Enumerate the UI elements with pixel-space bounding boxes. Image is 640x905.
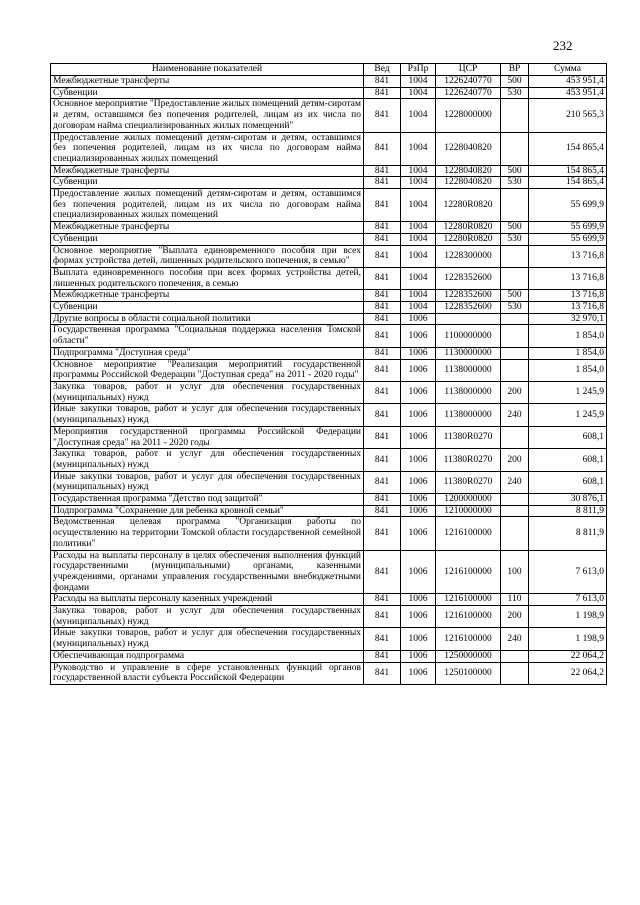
row-ved: 841 <box>364 87 401 99</box>
row-ved: 841 <box>364 471 401 493</box>
row-ved: 841 <box>364 594 401 606</box>
row-vr: 500 <box>501 76 529 88</box>
row-name: Государственная программа "Социальная поддержка населения Томской области" <box>51 325 364 347</box>
row-csr <box>436 313 501 325</box>
row-rzpr: 1004 <box>401 76 436 88</box>
row-rzpr: 1004 <box>401 245 436 267</box>
row-ved: 841 <box>364 99 401 132</box>
row-rzpr: 1004 <box>401 222 436 234</box>
row-rzpr: 1004 <box>401 177 436 189</box>
table-row <box>51 76 607 88</box>
row-ved: 841 <box>364 517 401 550</box>
row-vr <box>501 267 529 289</box>
row-name: Закупка товаров, работ и услуг для обеспечения государственных (муниципальных) нужд <box>51 449 364 471</box>
row-vr: 530 <box>501 177 529 189</box>
row-rzpr: 1004 <box>401 233 436 245</box>
row-sum: 453 951,4 <box>529 87 607 99</box>
table-header-row <box>51 64 607 76</box>
row-name: Субвенции <box>51 233 364 245</box>
row-csr: 1228040820 <box>436 177 501 189</box>
row-ved: 841 <box>364 381 401 403</box>
row-name: Обеспечивающая подпрограмма <box>51 650 364 662</box>
row-rzpr: 1004 <box>401 267 436 289</box>
row-csr: 12280R0820 <box>436 189 501 222</box>
row-name: Государственная программа "Детство под защитой" <box>51 494 364 506</box>
table-row <box>51 471 607 493</box>
row-vr: 200 <box>501 381 529 403</box>
table-row <box>51 359 607 381</box>
row-ved: 841 <box>364 76 401 88</box>
table-row <box>51 165 607 177</box>
row-sum: 13 716,8 <box>529 267 607 289</box>
row-vr: 200 <box>501 449 529 471</box>
row-sum: 1 245,9 <box>529 381 607 403</box>
row-rzpr: 1006 <box>401 426 436 448</box>
row-vr <box>501 650 529 662</box>
row-rzpr: 1006 <box>401 650 436 662</box>
table-row <box>51 449 607 471</box>
table-row <box>51 517 607 550</box>
header-sum: Сумма <box>529 64 607 76</box>
row-vr: 500 <box>501 165 529 177</box>
row-ved: 841 <box>364 404 401 426</box>
row-rzpr: 1006 <box>401 662 436 684</box>
row-name: Подпрограмма "Доступная среда" <box>51 347 364 359</box>
row-name: Другие вопросы в области социальной политики <box>51 313 364 325</box>
row-rzpr: 1006 <box>401 449 436 471</box>
table-row <box>51 550 607 594</box>
row-sum: 32 970,1 <box>529 313 607 325</box>
table-row <box>51 606 607 628</box>
row-ved: 841 <box>364 347 401 359</box>
row-ved: 841 <box>364 177 401 189</box>
row-ved: 841 <box>364 165 401 177</box>
row-sum: 154 865,4 <box>529 165 607 177</box>
row-vr: 100 <box>501 550 529 594</box>
table-row <box>51 494 607 506</box>
row-ved: 841 <box>364 449 401 471</box>
row-sum: 8 811,9 <box>529 505 607 517</box>
row-name: Руководство и управление в сфере установленных функций органов государственной власти субъекта Российской Федерации <box>51 662 364 684</box>
row-ved: 841 <box>364 233 401 245</box>
row-vr <box>501 325 529 347</box>
row-sum: 1 854,0 <box>529 347 607 359</box>
header-ved: Вед <box>364 64 401 76</box>
row-name: Основное мероприятие "Реализация мероприятий государственной программы Российской Федерации "Доступная среда" на 2011 - 2020 годы" <box>51 359 364 381</box>
row-name: Субвенции <box>51 87 364 99</box>
row-csr: 1228040820 <box>436 165 501 177</box>
row-csr: 1138000000 <box>436 381 501 403</box>
row-sum: 13 716,8 <box>529 302 607 314</box>
row-sum: 210 565,3 <box>529 99 607 132</box>
row-ved: 841 <box>364 325 401 347</box>
row-vr: 530 <box>501 87 529 99</box>
row-csr: 1250000000 <box>436 650 501 662</box>
row-vr <box>501 359 529 381</box>
budget-table <box>50 63 607 685</box>
row-csr: 1226240770 <box>436 76 501 88</box>
row-name: Ведомственная целевая программа "Организация работы по осуществлению на территории Томской области государственной семейной политики" <box>51 517 364 550</box>
row-name: Закупка товаров, работ и услуг для обеспечения государственных (муниципальных) нужд <box>51 381 364 403</box>
row-rzpr: 1006 <box>401 550 436 594</box>
row-csr: 1228352600 <box>436 267 501 289</box>
row-csr: 11380R0270 <box>436 449 501 471</box>
table-row <box>51 99 607 132</box>
row-rzpr: 1004 <box>401 302 436 314</box>
row-vr <box>501 99 529 132</box>
row-name: Расходы на выплаты персоналу в целях обеспечения выполнения функций государственными (муниципальными) органами, казенными учреждениями, органами управления государственными внебюджетными фондами <box>51 550 364 594</box>
row-name: Межбюджетные трансферты <box>51 222 364 234</box>
row-sum: 13 716,8 <box>529 245 607 267</box>
row-vr <box>501 505 529 517</box>
table-row <box>51 189 607 222</box>
row-rzpr: 1004 <box>401 99 436 132</box>
row-name: Расходы на выплаты персоналу казенных учреждений <box>51 594 364 606</box>
table-row <box>51 381 607 403</box>
row-sum: 22 064,2 <box>529 650 607 662</box>
row-csr: 1228352600 <box>436 302 501 314</box>
row-vr: 530 <box>501 233 529 245</box>
row-sum: 55 699,9 <box>529 189 607 222</box>
row-csr: 1216100000 <box>436 517 501 550</box>
row-sum: 1 198,9 <box>529 606 607 628</box>
table-row <box>51 87 607 99</box>
row-name: Закупка товаров, работ и услуг для обеспечения государственных (муниципальных) нужд <box>51 606 364 628</box>
row-csr: 1100000000 <box>436 325 501 347</box>
row-csr: 1228040820 <box>436 132 501 165</box>
table-row <box>51 325 607 347</box>
row-ved: 841 <box>364 313 401 325</box>
table-row <box>51 662 607 684</box>
row-sum: 154 865,4 <box>529 177 607 189</box>
row-rzpr: 1006 <box>401 359 436 381</box>
row-vr: 240 <box>501 471 529 493</box>
row-vr: 200 <box>501 606 529 628</box>
row-ved: 841 <box>364 359 401 381</box>
page-number: 232 <box>553 38 573 53</box>
row-name: Межбюджетные трансферты <box>51 165 364 177</box>
table-row <box>51 132 607 165</box>
row-vr: 500 <box>501 290 529 302</box>
table-row <box>51 302 607 314</box>
row-rzpr: 1004 <box>401 132 436 165</box>
row-ved: 841 <box>364 628 401 650</box>
row-csr: 1210000000 <box>436 505 501 517</box>
header-vr: ВР <box>501 64 529 76</box>
row-csr: 1216100000 <box>436 628 501 650</box>
row-name: Выплата единовременного пособия при всех формах устройства детей, лишенных родительского попечения, в семью <box>51 267 364 289</box>
table-row <box>51 222 607 234</box>
table-row <box>51 650 607 662</box>
row-name: Субвенции <box>51 177 364 189</box>
row-sum: 7 613,0 <box>529 594 607 606</box>
row-sum: 13 716,8 <box>529 290 607 302</box>
row-csr: 12280R0820 <box>436 222 501 234</box>
row-csr: 11380R0270 <box>436 426 501 448</box>
row-sum: 608,1 <box>529 449 607 471</box>
row-ved: 841 <box>364 662 401 684</box>
row-rzpr: 1006 <box>401 628 436 650</box>
row-rzpr: 1004 <box>401 189 436 222</box>
row-csr: 1226240770 <box>436 87 501 99</box>
row-sum: 608,1 <box>529 426 607 448</box>
row-csr: 1138000000 <box>436 404 501 426</box>
row-name: Межбюджетные трансферты <box>51 76 364 88</box>
row-name: Иные закупки товаров, работ и услуг для обеспечения государственных (муниципальных) нужд <box>51 404 364 426</box>
row-rzpr: 1006 <box>401 325 436 347</box>
row-sum: 1 245,9 <box>529 404 607 426</box>
header-name: Наименование показателей <box>51 64 364 76</box>
row-sum: 30 876,1 <box>529 494 607 506</box>
row-csr: 1130000000 <box>436 347 501 359</box>
row-name: Субвенции <box>51 302 364 314</box>
row-ved: 841 <box>364 290 401 302</box>
row-csr: 1250100000 <box>436 662 501 684</box>
row-vr <box>501 245 529 267</box>
table-row <box>51 267 607 289</box>
row-name: Предоставление жилых помещений детям-сиротам и детям, оставшимся без попечения родителей, лицам из их числа по договорам найма специализированных жилых помещений <box>51 132 364 165</box>
row-vr <box>501 426 529 448</box>
row-ved: 841 <box>364 505 401 517</box>
row-name: Межбюджетные трансферты <box>51 290 364 302</box>
table-row <box>51 245 607 267</box>
row-sum: 1 854,0 <box>529 359 607 381</box>
row-vr: 110 <box>501 594 529 606</box>
row-ved: 841 <box>364 494 401 506</box>
table-row <box>51 404 607 426</box>
row-sum: 55 699,9 <box>529 222 607 234</box>
row-sum: 7 613,0 <box>529 550 607 594</box>
row-name: Основное мероприятие "Предоставление жилых помещений детям-сиротам и детям, оставшимся без попечения родителей, лицам из их числа по договорам найма специализированных жилых помещений" <box>51 99 364 132</box>
row-vr: 240 <box>501 628 529 650</box>
row-rzpr: 1006 <box>401 471 436 493</box>
row-sum: 1 198,9 <box>529 628 607 650</box>
table-row <box>51 505 607 517</box>
row-rzpr: 1006 <box>401 594 436 606</box>
row-ved: 841 <box>364 550 401 594</box>
row-name: Иные закупки товаров, работ и услуг для обеспечения государственных (муниципальных) нужд <box>51 471 364 493</box>
row-name: Предоставление жилых помещений детям-сиротам и детям, оставшимся без попечения родителей, лицам из их числа по договорам найма специализированных жилых помещений <box>51 189 364 222</box>
row-rzpr: 1004 <box>401 165 436 177</box>
row-rzpr: 1006 <box>401 494 436 506</box>
row-vr <box>501 347 529 359</box>
row-csr: 11380R0270 <box>436 471 501 493</box>
row-name: Иные закупки товаров, работ и услуг для обеспечения государственных (муниципальных) нужд <box>51 628 364 650</box>
row-csr: 1216100000 <box>436 550 501 594</box>
row-rzpr: 1006 <box>401 381 436 403</box>
row-vr: 500 <box>501 222 529 234</box>
header-csr: ЦСР <box>436 64 501 76</box>
row-vr: 240 <box>501 404 529 426</box>
row-ved: 841 <box>364 302 401 314</box>
table-row <box>51 347 607 359</box>
row-vr <box>501 494 529 506</box>
row-ved: 841 <box>364 189 401 222</box>
row-ved: 841 <box>364 650 401 662</box>
row-ved: 841 <box>364 222 401 234</box>
row-csr: 1228300000 <box>436 245 501 267</box>
row-ved: 841 <box>364 132 401 165</box>
row-sum: 154 865,4 <box>529 132 607 165</box>
row-ved: 841 <box>364 245 401 267</box>
row-rzpr: 1006 <box>401 505 436 517</box>
row-rzpr: 1004 <box>401 87 436 99</box>
row-rzpr: 1006 <box>401 517 436 550</box>
row-ved: 841 <box>364 426 401 448</box>
table-row <box>51 628 607 650</box>
row-vr <box>501 517 529 550</box>
row-vr <box>501 189 529 222</box>
row-vr <box>501 132 529 165</box>
row-rzpr: 1004 <box>401 290 436 302</box>
row-csr: 1228000000 <box>436 99 501 132</box>
row-sum: 1 854,0 <box>529 325 607 347</box>
row-csr: 1216100000 <box>436 594 501 606</box>
row-csr: 12280R0820 <box>436 233 501 245</box>
row-sum: 55 699,9 <box>529 233 607 245</box>
table-row <box>51 233 607 245</box>
row-csr: 1200000000 <box>436 494 501 506</box>
row-rzpr: 1006 <box>401 606 436 628</box>
header-rzpr: РзПр <box>401 64 436 76</box>
row-vr: 530 <box>501 302 529 314</box>
table-row <box>51 426 607 448</box>
table-row <box>51 594 607 606</box>
row-vr <box>501 313 529 325</box>
row-rzpr: 1006 <box>401 404 436 426</box>
row-rzpr: 1006 <box>401 347 436 359</box>
row-name: Мероприятия государственной программы Российской Федерации "Доступная среда" на 2011 - 2020 годы <box>51 426 364 448</box>
row-csr: 1138000000 <box>436 359 501 381</box>
row-sum: 22 064,2 <box>529 662 607 684</box>
row-sum: 453 951,4 <box>529 76 607 88</box>
table-row <box>51 177 607 189</box>
row-sum: 8 811,9 <box>529 517 607 550</box>
row-rzpr: 1006 <box>401 313 436 325</box>
row-ved: 841 <box>364 267 401 289</box>
row-csr: 1228352600 <box>436 290 501 302</box>
row-name: Подпрограмма "Сохранение для ребенка кровной семьи" <box>51 505 364 517</box>
row-name: Основное мероприятие "Выплата единовременного пособия при всех формах устройства детей, лишенных родительского попечения, в семью" <box>51 245 364 267</box>
table-row <box>51 313 607 325</box>
row-sum: 608,1 <box>529 471 607 493</box>
table-row <box>51 290 607 302</box>
row-ved: 841 <box>364 606 401 628</box>
row-vr <box>501 662 529 684</box>
row-csr: 1216100000 <box>436 606 501 628</box>
